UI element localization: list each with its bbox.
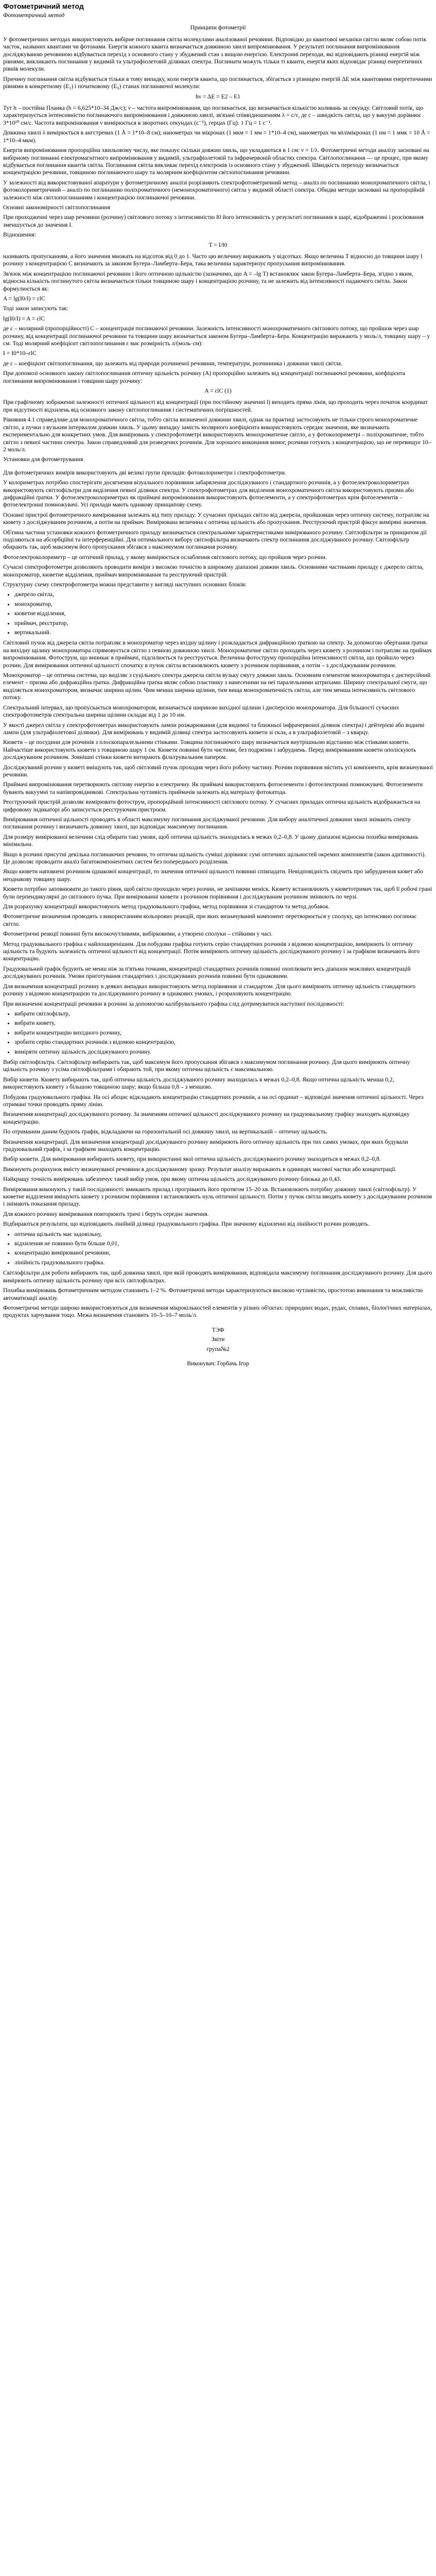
paragraph: називають пропусканням, а його значення множать на відсоток від 0 до 1. Часто цю величину виражають у відсотках. Якщо величина T відносно до товщини шару l розчину з концентрацією C визначають за законом Бугера–Ламберта–Бера, така величина характеризує пропускання випромінювання. bbox=[3, 252, 423, 267]
paragraph: Енергія випромінювання пропорційна хвильовому числу, яке показує скільки довжин хвиль, що укладаються в 1 см: ν = 1/λ. Фотометричні методи аналізу засновані на вибірному поглинанні електромагнітного випромінювання у видимій, ультрафіолетовій та інфрачервоній областях спектра. Світлопоглинання — це процес, при якому відбувається поглинання квантів світла. Поглинання світла викликає перехід електронів із основного стану у збуджений. Швидкість переходу визначається концентрацією речовини, товщиною поглинаючого шару та молярним коефіцієнтом світлопоглинання речовини. bbox=[3, 147, 429, 176]
paragraph: Якщо в розчині присутні декілька поглинаючих речовин, то оптична щільність суміші дорівнює сумі оптичних щільностей окремих компонентів (закон адитивності). Це дозволяє проводити аналіз багатокомпонентних систем без попереднього розділення. bbox=[3, 851, 426, 865]
paragraph: Фотоелектроколориметр – це оптичний прилад, у якому вимірюється ослаблення світлового потоку, що пройшов через розчин. bbox=[3, 553, 327, 561]
paragraph: Причину поглинання світла відбувається тільки в тому випадку, коли енергія кванта, що поглинається, збігається з різницею енергій ΔE між квантовими енергетичними рівнями в конкретному (E₁) і початковому (E₀) станах поглинаючої молекули: bbox=[3, 75, 432, 90]
paragraph: Структурну схему спектрофотометра можна представити у вигляді наступних основних блоків: bbox=[3, 581, 247, 588]
footer-line-2: Звіти bbox=[211, 1336, 225, 1343]
paragraph: Вимірювання оптичної щільності проводять в області максимуму поглинання досліджуваної речовини. Для вибору аналітичної довжини хвилі знімають спектр поглинання розчину і визначають довжину хвилі, що відповідає максимуму поглинання. bbox=[3, 816, 411, 831]
paragraph: Фотометричне визначення проводять з використанням кольорових реакцій, при яких визначуваний компонент перетворюється у сполуку, що інтенсивно поглинає світло. bbox=[3, 913, 417, 927]
paragraph: Визначення концентрації досліджуваного розчину. За значенням оптичної щільності досліджуваного розчину на градуювальному графіку знаходять відповідну концентрацію. bbox=[3, 1111, 410, 1125]
paragraph: Виконують розрахунок вмісту визначуваної речовини в досліджуваному зразку. Результат аналізу виражають в одиницях масової частки або концентрації. bbox=[3, 1165, 397, 1173]
paragraph: Вибір кювети. Для вимірювання вибирають кювету, при використанні якої оптична щільність досліджуваного розчину знаходиться в межах 0,2–0,8. bbox=[3, 1156, 381, 1163]
list-item: • вибрати кювету, bbox=[14, 1020, 433, 1027]
paragraph: Установки для фотометрування bbox=[3, 456, 83, 463]
paragraph: Відношення: bbox=[3, 231, 36, 239]
list-item: • концентрацію вимірюваної речовини, bbox=[14, 1249, 433, 1257]
list-item: • вибрати концентрацію вихідного розчину, bbox=[14, 1029, 433, 1037]
paragraph: Вимірювання виконують у такій послідовності: вмикають прилад і прогрівають його протягом 15–20 хв. Встановлюють потрібну довжину хвилі (світлофільтр). У кюветне відділення вміщують кювету з розчином порівняння і встановлюють нуль оптичної щільності. Потім у пучок світла вводять кювету з досліджуваним розчином і знімають показання приладу. bbox=[3, 1185, 432, 1208]
paragraph: Метод градуювального графіка є найпоширенішим. Для побудови графіка готують серію стандартних розчинів з відомою концентрацією, вимірюють їх оптичну щільність та будують залежність оптичної щільності від концентрації. Потім вимірюють оптичну щільність досліджуваного розчину і за графіком визначають його концентрацію. bbox=[3, 940, 420, 962]
paragraph: Відбираються результати, що відповідають лінійній ділянці градуювального графіка. При значному відхиленні від лінійності розчин розводять. bbox=[3, 1221, 370, 1228]
paragraph-group-f bbox=[3, 639, 433, 1007]
paragraph: У фотометричних методах використовують вибірне поглинання світла молекулами аналізованої речовини. Відповідно до квантової механіки світло являє собою потік часток, названих квантами чи фотонами. Енергія кожного кванта визначається довжиною хвилі випромінювання. У результаті поглинання випромінювання досліджуваною речовиною відбувається перехід з основного стану у збуджений стан з вищою енергією. Електронні переходи, які відповідають різниці енергій між рівнями, викликають поглинання у видимій та ультрафіолетовій ділянках спектра. Поглинати можуть тільки ті кванти, енергія яких відповідає різниці енергетичних рівнів молекули. bbox=[3, 36, 427, 73]
list-item: • вертикальний. bbox=[14, 629, 433, 636]
paragraph: A = lg(I0/I) = εlC bbox=[3, 295, 45, 302]
footer-line-4: Виконувач: Горбачь Ігор bbox=[187, 1360, 249, 1367]
paragraph: Для фотометричних вимірів використовують дві великі групи приладів: фотоколориметри і спектрофотометри. bbox=[3, 469, 286, 476]
footer-line-1: ТЭФ bbox=[212, 1326, 224, 1333]
list-item: • кюветне відділення, bbox=[14, 610, 433, 617]
paragraph-group-h bbox=[3, 1269, 433, 1319]
paragraph: Для визначення концентрації розчину в деяких випадках використовують метод порівняння зі стандартом. Для цього вимірюють оптичну щільність стандартного розчину з відомою концентрацією та досліджуваного розчину в однакових умовах, і розраховують концентрацію. bbox=[3, 982, 416, 997]
list-item: • вибрати світлофільтр, bbox=[14, 1010, 433, 1018]
doc-subtitle: Фотометричний метод bbox=[3, 12, 65, 19]
list-steps bbox=[3, 1010, 433, 1056]
paragraph: Кювети – це посудини для розчинів з плоскопаралельними стінками. Товщина поглинаючого шару визначається внутрішньою відстанню між стінками кювети. Найчастіше використовують кювети з товщиною шару 1 см. Кювети повинні бути чистими, без подряпин і забруднень. Перед вимірюванням кювети ополіскують досліджуваним розчином. Зовнішні стінки кювети витирають фільтрувальним папером. bbox=[3, 739, 416, 761]
paragraph-group-c bbox=[3, 253, 433, 385]
list-steps-2 bbox=[3, 1231, 433, 1267]
list-item: • лінійність градуювального графіка. bbox=[14, 1259, 433, 1266]
paragraph: Об'ємна частина установки кожного фотометричного приладу визначається спектральними характеристиками вимірюваного розчину. Світлофільтри за принципом дії поділяються на абсорбційні та інтерференційні. Для оптимального вибору світлофільтра визначають спектр поглинання досліджуваного розчину. Світлофільтр обирають так, щоб максимум його пропускання збігався з максимумом поглинання розчину. bbox=[3, 529, 427, 551]
paragraph: Градуювальний графік будують не менш ніж за п'ятьма точками, концентрації стандартних розчинів повинні охоплювати весь діапазон можливих концентрацій досліджуваних розчинів. Умови приготування стандартних і досліджуваних розчинів повинні бути однаковими. bbox=[3, 965, 411, 980]
paragraph: У залежності від використовуваної апаратури у фотометричному аналізі розрізняють спектрофотометричний метод – аналіз по поглинанню монохроматичного світла, і фотоколориметричний – аналіз по поглинанню поліхроматичного (немонохроматичного) світла у видимій області спектра. Обидва методи засновані на пропорційній залежності між світлопоглинанням і концентрацією поглинаючої речовини. bbox=[3, 179, 430, 201]
paragraph: Світлофільтри для роботи вибирають так, щоб довжина хвилі, при якій проводять вимірювання, відповідала максимуму поглинання досліджуваного розчину. Для цього вимірюють оптичну щільність розчину при всіх світлофільтрах. bbox=[3, 1269, 432, 1284]
paragraph: I = I0*10–εlC bbox=[3, 350, 37, 357]
paragraph: При допомозі основного закону світлопоглинання оптичну щільність розчину (A) пропорційно залежить від концентрації поглинаючої речовини, коефіцієнта поглинання випромінювання і товщини шару розчину: bbox=[3, 370, 405, 384]
paragraph: Похибка вимірювань фотометричним методом становить 1–2 %. Фотометричні методи характеризуються високою чутливістю, простотою виконання та можливістю автоматизації аналізу. bbox=[3, 1287, 423, 1301]
paragraph: Для розрахунку концентрації використовують метод градуювального графіка, метод порівняння зі стандартом та метод добавок. bbox=[3, 903, 330, 910]
paragraph: Сучасні спектрофотометри дозволяють проводити виміри з високою точністю в широкому діапазоні довжин хвиль. Основними частинами приладу є джерело світла, монохроматор, кюветне відділення, приймач випромінювання та реєструючий пристрій. bbox=[3, 564, 424, 578]
paragraph-group-e bbox=[3, 469, 433, 589]
paragraph-group-b bbox=[3, 105, 433, 239]
list-item: • джерело світла, bbox=[14, 591, 433, 598]
paragraph: При визначенні концентрації речовини в розчині за допомогою калібрувального графіка слід дотримуватися наступної послідовності: bbox=[3, 1000, 344, 1007]
formula-transmittance: T = I/I0 bbox=[208, 241, 228, 248]
list-item: • оптична щільність має задовільну, bbox=[14, 1231, 433, 1238]
paragraph: Зв'язок між концентрацією поглинаючої речовини і його оптичною щільністю (зазначимо, що A = –lg T) встановлює закон Бугера–Ламберта–Бера, згідно з яким, відносна кількість поглинутого світла визначається тільки товщиною шару і концентрацією розчину, та не залежить від інтенсивності падаючого світла. Закон формулюється як: bbox=[3, 270, 413, 292]
paragraph: Для кожного розчину вимірювання повторюють тричі і беруть середнє значення. bbox=[3, 1210, 209, 1217]
paragraph: Найкращу точність вимірювань забезпечує такий вибір умов, при якому оптична щільність досліджуваного розчину близька до 0,43. bbox=[3, 1176, 341, 1183]
paragraph: У якості джерел світла у спектрофотометрах використовують лампи розжарювання (для видимої та ближньої інфрачервоної ділянок спектра) і дейтерієві або водневі лампи (для ультрафіолетової ділянки). Для вимірювань у видимій ділянці спектра застосовують кювети зі скла, а в ультрафіолетовій – з кварцу. bbox=[3, 721, 425, 736]
list-item: • приймач, реєстратор, bbox=[14, 620, 433, 627]
paragraph: Фотометричні методи широко використовуються для визначення мікрокількостей елементів у різних об'єктах: природних водах, рудах, сплавах, біологічних матеріалах, продуктах харчування тощо. Межа визначення становить 10–5–10–7 моль/л. bbox=[3, 1304, 432, 1319]
paragraph: lg(I0/I) = A = εlC bbox=[3, 315, 45, 322]
paragraph: Монохроматор – це оптична система, що виділяє з суцільного спектра джерела світла вузьку смугу довжин хвиль. Основним елементом монохроматора є дисперсійний елемент – призма або дифракційна ґратка. Дифракційна ґратка являє собою пластинку з нанесеними на неї паралельними штрихами. Ширину спектральної смуги, що виділяється монохроматором, визначає ширина щілин. Чим менша ширина щілини, тим вища монохроматичність світла, але тим менша інтенсивність світлового потоку. bbox=[3, 672, 431, 701]
list-item: • монохроматор, bbox=[14, 601, 433, 608]
paragraph: Основні пристрої фотометричного вимірювання залежать від типу приладу. У сучасних приладах світло від джерела, пройшовши через оптичну систему, потрапляє на кювету з досліджуваним розчином, а потім на приймач. Вимірювана величина є оптична щільність або пропускання. Реєструючий пристрій фіксує виміряні значення. bbox=[3, 511, 429, 526]
doc-title: Фотометричний метод bbox=[3, 2, 84, 10]
paragraph-group-d bbox=[3, 399, 433, 463]
paragraph: Тут h – постійна Планка (h = 6,625*10–34 Дж/с); ν – частота випромінювання, що поглинається, що визначається кількістю коливань за секунду. Світловий потік, що характеризується інтенсивністю поглинаючого випромінювання і довжиною хвилі, зв'язані співвідношенням λ = c/ν, де c – швидкість світла, що у вакуумі дорівнює 3*10¹⁰ см/с. Частота випромінювання ν вимірюється в зворотних секундах (с⁻¹), герцах (Гц): 1 Гц = 1 с⁻¹. bbox=[3, 105, 424, 126]
paragraph: Рівняння 4.1 справедливе для монохроматичного світла, тобто світла визначеної довжини хвилі, однак на практиці застосовують не тільки строго монохроматичне світло, а пучки з вузьким інтервалом довжин хвиль. У цьому випадку замість молярного коефіцієнта використовують середнє значення, яке визначають експериментально для конкретних умов. Для вимірювань у спектрофотометрі використовують монохроматичне світло, а у фотоколориметрі – поліхроматичне, тобто світло з певної частини спектра. Закон справедливий для розведених розчинів. Для хорошого виконання вимог, розчини готують з концентрацією, що не перевищує 10–2 моль/л. bbox=[3, 416, 431, 453]
paragraph: При графічному зображенні залежності оптичної щільності від концентрації (при постійному значенні l) виходить пряма лінія, що проходить через початок координат при відсутності відхилень від основного закону світлопоглинання і систематичних погрішностей. bbox=[3, 399, 428, 413]
paragraph: Вибір кювети. Кювету вибирають так, щоб оптична щільність досліджуваного розчину знаходилась в межах 0,2–0,8. Якщо оптична щільність менша 0,2, використовують кювету з більшою товщиною шару; якщо більша 0,8 – з меншою. bbox=[3, 1076, 394, 1091]
paragraph: Спектральний інтервал, що пропускається монохроматором, визначається шириною вихідної щілини і дисперсією монохроматора. Для більшості сучасних спектрофотометрів спектральна ширина щілини складає від 1 до 10 нм. bbox=[3, 704, 399, 719]
list-item: • відхилення не повинно бути більше 0,01, bbox=[14, 1240, 433, 1247]
paragraph: Довжина хвилі λ вимірюється в ангстремах (1 Å = 1*10–8 см); нанометрах чи мікронах (1 мкм = 1 мм = 1*10–4 см), нанометрах чи мілімікронах (1 нм = 1 ммк = 10 Å = 1*10–4 мкм). bbox=[3, 129, 430, 144]
formula-beer-lambert: A = εlC (1) bbox=[204, 387, 232, 395]
paragraph: По отриманим даним будують графік, відкладаючи на горизонтальній осі довжину хвилі, на вертикальній – оптичну щільність. bbox=[3, 1128, 328, 1136]
paragraph-group-g bbox=[3, 1059, 433, 1228]
paragraph: Приймачі випромінювання перетворюють світлову енергію в електричну. Як приймачі використовують фотоелементи і фотоелектронні помножувачі. Фотоелементи бувають вакуумні та напівпровідникові. Спектральна чутливість приймачів залежить від матеріалу фотокатода. bbox=[3, 781, 423, 795]
paragraph: Світловий пучок від джерела світла потрапляє в монохроматор через вхідну щілину і розкладається дифракційною ґраткою на спектр. За допомогою обертання ґратки на вихідну щілину монохроматора спрямовується світло з певною довжиною хвилі. Монохроматичне світло проходить через кювету з розчином і потрапляє на приймач випромінювання. Фотострум, що виникає в приймачі, підсилюється та реєструється. Величина фотоструму пропорційна інтенсивності світла, що пройшло через розчин. Для вимірювання оптичної щільності спочатку в пучок світла встановлюють кювету з розчином порівняння, а потім – з досліджуваним розчином. bbox=[3, 639, 432, 669]
paragraph: Побудова градуювального графіка. На осі абсцис відкладають концентрацію стандартних розчинів, а на осі ординат – відповідні значення оптичної щільності. Через отримані точки проводять пряму лінію. bbox=[3, 1093, 424, 1108]
list-item: • зробити серію стандартних розчинів з відомою концентрацією, bbox=[14, 1039, 433, 1046]
paragraph: Для розміру вимірюваної величини слід обирати такі умови, щоб оптична щільність знаходилась в межах 0,2–0,8. У цьому діапазоні відносна похибка вимірювань мінімальна. bbox=[3, 833, 418, 848]
paragraph: Фотометричні реакції повинні бути високочутливими, вибірковими, а утворені сполуки – стійкими у часі. bbox=[3, 930, 273, 938]
paragraph: Основні закономірності світлопоглинання bbox=[3, 204, 111, 211]
list-blocks bbox=[3, 591, 433, 636]
paragraph: Тоді закон записують так: bbox=[3, 305, 69, 312]
paragraph: При проходженні через шар речовини (розчину) світлового потоку з інтенсивністю I0 його інтенсивність у результаті поглинання в шарі, відображенні і розсіювання зменшується до значення I. bbox=[3, 214, 424, 228]
paragraph: Досліджуваний розчин у кюветі вміщують так, щоб світловий пучок проходив через його робочу частину. Розчин порівняння містить усі компоненти, крім визначуваної речовини. bbox=[3, 764, 433, 778]
footer-line-3: група№2 bbox=[206, 1345, 230, 1352]
intro-heading: Принципи фотометрії bbox=[190, 24, 246, 31]
list-item: • виміряти оптичну щільність досліджуваного розчину. bbox=[14, 1048, 433, 1056]
paragraph: Визначення концентрації. Для визначення концентрації досліджуваного розчину вимірюють його оптичну щільність при тих самих умовах, при яких будували градуювальний графік, і за графіком знаходять концентрацію. bbox=[3, 1138, 408, 1153]
footer bbox=[3, 1327, 433, 1368]
paragraph: Реєструючий пристрій дозволяє вимірювати фотострум, пропорційний інтенсивності світлового потоку. У сучасних приладах оптична щільність відображається на цифровому індикаторі або записується реєструючим пристроєм. bbox=[3, 799, 421, 813]
paragraph: Вибір світлофільтра. Світлофільтр вибирають так, щоб максимум його пропускання збігався з максимумом поглинання розчину. Для цього вимірюють оптичну щільність розчину з усіма світлофільтрами і обирають той, при якому оптична щільність є максимальною. bbox=[3, 1058, 410, 1073]
paragraph: Якщо кювети наповнені розчином однакової концентрації, то значення оптичної щільності повинні співпадати. Невідповідність свідчить про забруднення кювет або неоднакову товщину шару. bbox=[3, 868, 423, 883]
paragraph: Кювети потрібно заповнювати до такого рівня, щоб світло проходило через розчин, не зачіпаючи меніск. Кювету встановлюють у кюветотримач так, щоб її робочі грані були перпендикулярні до світлового пучка. При вимірюванні кювети з розчином порівняння і досліджуваним розчином змінюють по черзі. bbox=[3, 886, 432, 900]
paragraph: де ε – коефіцієнт світлопоглинання, що залежить від природи розчиненої речовини, температури, розчинника і довжини хвилі світла. bbox=[3, 360, 343, 367]
paragraph: У колориметрах потрібно спостерігати досягнення візуального порівняння забарвлення досліджуваного і стандартного розчинів, а у фотоелектроколориметрах використовують світлофільтри для виділення певної ділянки спектра. У спектрофотометрах для виділення монохроматичного світла використовують призми або дифракційні ґратки. У фотоелектроколориметрах як приймачі випромінювання використовують фотоелементи, а у спектрофотометрах крім фотоелементів – фотоелектронні помножувачі. Усі прилади мають однакову принципову схему. bbox=[3, 479, 414, 509]
paragraph-group-a bbox=[3, 36, 433, 91]
formula-energy: hν = ΔE = E2 – E1 bbox=[196, 93, 240, 100]
paragraph: де ε – молярний (пропорційності) C – концентрація поглинаючої речовини. Залежність інтенсивності монохроматичного світлового потоку, що пройшов через шар розчину, від концентрації поглинаючої речовини та товщини шару визначається законом Бугера–Ламберта–Бера. Концентрацію виражають у моль/л, товщину шару – у см. Тоді молярний коефіцієнт світлопоглинання ε має розмірність л/(моль·см): bbox=[3, 325, 430, 347]
